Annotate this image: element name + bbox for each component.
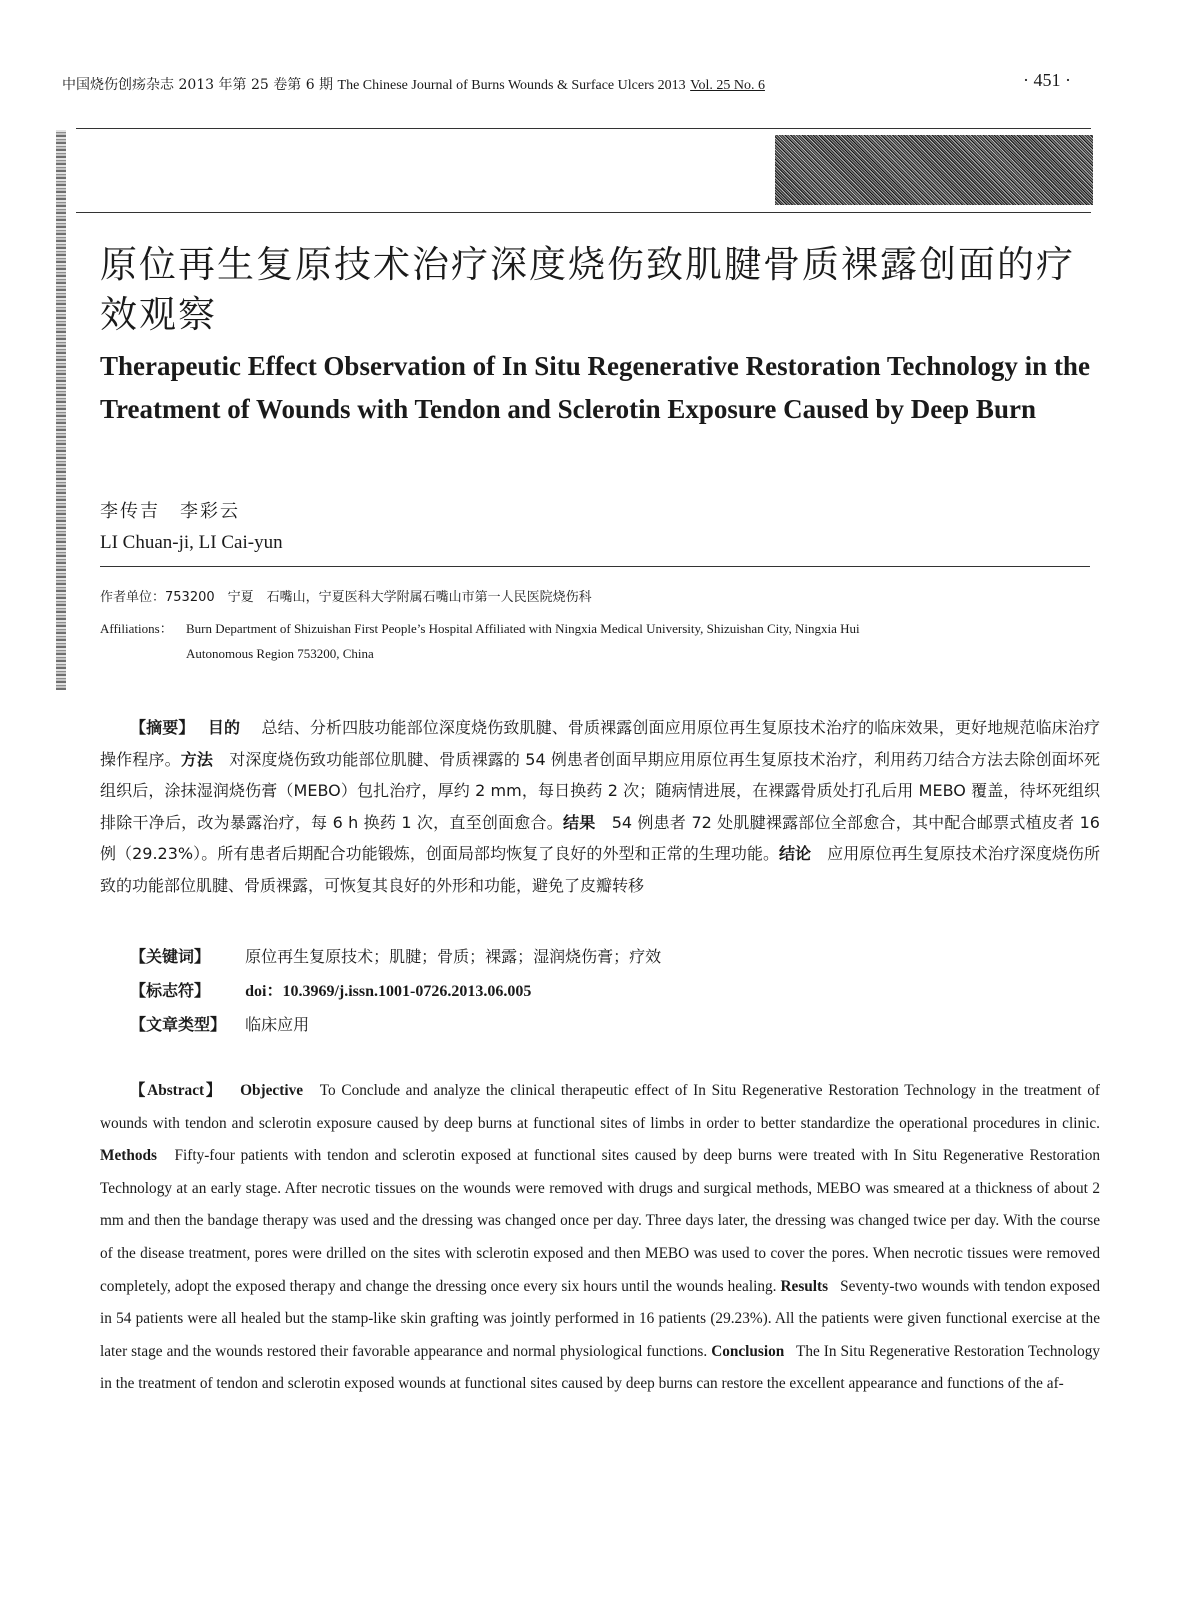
abstract-cn-label: 【摘要】: [130, 718, 187, 737]
authors-cn: 李传吉 李彩云: [100, 501, 240, 522]
abstract-en-label: 【Abstract】: [130, 1082, 224, 1099]
abstract-cn-results: 54 例患者 72 处肌腱裸露部位全部愈合，其中配合邮票式植皮者 16 例（29.23%）。所有患者后期配合功能锻炼，创面局部均恢复了良好的外型和正常的生理功能。: [100, 812, 1100, 863]
abstract-cn-methods-label: 方法: [180, 749, 214, 769]
abstract-en-objective: To Conclude and analyze the clinical therapeutic effect of In Situ Regenerative Restoration Technology in the treatment of wounds with tendon and sclerotin exposure caused by deep burns at functional sites of limbs in order to better standardize the operational procedures in clinic.: [100, 1082, 1100, 1132]
affiliation-en-line1: Burn Department of Shizuishan First People’s Hospital Affiliated with Ningxia Medical University, Shizuishan City, Ningxia Hui: [186, 621, 860, 636]
affiliation-en-line2: Autonomous Region 753200, China: [186, 646, 374, 661]
title-cn: 原位再生复原技术治疗深度烧伤致肌腱骨质裸露创面的疗效观察: [100, 243, 1075, 336]
title-en: Therapeutic Effect Observation of In Situ Regenerative Restoration Technology in the Treatment of Wounds with Tendon and Sclerotin Exposure Caused by Deep Burn: [100, 351, 1090, 424]
identifier: [130, 978, 531, 1001]
abstract-cn: [100, 712, 1100, 901]
affiliation-en-label: Affiliations：: [100, 621, 173, 636]
abstract-en-methods-label: Methods: [100, 1147, 157, 1165]
keywords: [130, 944, 661, 967]
doi-value: doi：10.3969/j.issn.1001-0726.2013.06.005: [245, 983, 532, 1000]
authors-en: LI Chuan-ji, LI Cai-yun: [100, 532, 283, 553]
authors-rule: [100, 566, 1090, 567]
scan-edge-strip: [56, 130, 66, 690]
abstract-cn-conclusion: 应用原位再生复原技术治疗深度烧伤所致的功能部位肌腱、骨质裸露，可恢复其良好的外形和功能，避免了皮瓣转移: [100, 844, 1100, 895]
page-number: · 451 ·: [1023, 70, 1071, 90]
abstract-cn-objective-label: 目的: [207, 718, 241, 737]
abstract-cn-results-label: 结果: [563, 812, 596, 832]
affiliation-en: [100, 616, 1095, 666]
running-head-en: The Chinese Journal of Burns Wounds & Surface Ulcers 2013: [337, 78, 686, 93]
abstract-cn-objective: 总结、分析四肢功能部位深度烧伤致肌腱、骨质裸露创面应用原位再生复原技术治疗的临床效果，更好地规范临床治疗操作程序。: [100, 718, 1100, 769]
abstract-en-conclusion: The In Situ Regenerative Restoration Technology in the treatment of tendon and sclerotin exposed wounds at functional sites caused by deep burns can restore the excellent appearance and functions of the af-: [100, 1342, 1101, 1393]
article-type-value: 临床应用: [245, 1015, 310, 1034]
abstract-en-results: Seventy-two wounds with tendon exposed in 54 patients were all healed but the stamp-like skin grafting was jointly performed in 16 patients (29.23%). All the patients were given functional exercise at the later stage and the wounds restored their favorable appearance and normal physiological functions.: [100, 1277, 1100, 1360]
affiliation-cn: 作者单位：753200 宁夏 石嘴山，宁夏医科大学附属石嘴山市第一人民医院烧伤科: [100, 590, 592, 605]
identifier-label: 【标志符】: [130, 981, 211, 1000]
abstract-en-methods: Fifty-four patients with tendon and sclerotin exposed at functional sites caused by deep burns were treated with In Situ Regenerative Restoration Technology at an early stage. After necrotic tissues on the wounds were removed with drugs and surgical methods, MEBO was smeared at a thickness of about 2 mm and then the bandage therapy was used and the dressing was changed once per day. Three days later, the dressing was changed twice per day. With the course of the disease treatment, pores were drilled on the sites with sclerotin exposed and then MEBO was used to cover the pores. When necrotic tissues were removed completely, adopt the exposed therapy and change the dressing once every six hours until the wounds healing.: [100, 1147, 1100, 1295]
abstract-en-objective-label: Objective: [240, 1082, 304, 1099]
abstract-en: [100, 1075, 1100, 1401]
section-banner-pattern: [775, 135, 1093, 205]
keywords-label: 【关键词】: [130, 947, 211, 966]
header-rule-top: [76, 128, 1091, 129]
running-head-issue: Vol. 25 No. 6: [690, 78, 765, 93]
abstract-cn-conclusion-label: 结论: [779, 844, 812, 863]
article-type-label: 【文章类型】: [130, 1015, 227, 1034]
abstract-en-results-label: Results: [780, 1277, 829, 1295]
running-head-cn: 中国烧伤创疡杂志 2013 年第 25 卷第 6 期: [62, 77, 334, 93]
keywords-value: 原位再生复原技术；肌腱；骨质；裸露；湿润烧伤膏；疗效: [245, 947, 662, 966]
abstract-cn-methods: 对深度烧伤致功能部位肌腱、骨质裸露的 54 例患者创面早期应用原位再生复原技术治疗，利用药刀结合方法去除创面坏死组织后，涂抹湿润烧伤膏（MEBO）包扎治疗，厚约 2 mm，每日换药 2 次；随病情进展，在裸露骨质处打孔后用 MEBO 覆盖，待坏死组织排除干净后，改为暴露治疗，每 6 h 换药 1 次，直至创面愈合。: [100, 749, 1100, 832]
abstract-en-conclusion-label: Conclusion: [711, 1342, 785, 1360]
article-type: [130, 1012, 309, 1035]
header-rule-bottom: [76, 212, 1091, 213]
running-head: [62, 74, 765, 94]
